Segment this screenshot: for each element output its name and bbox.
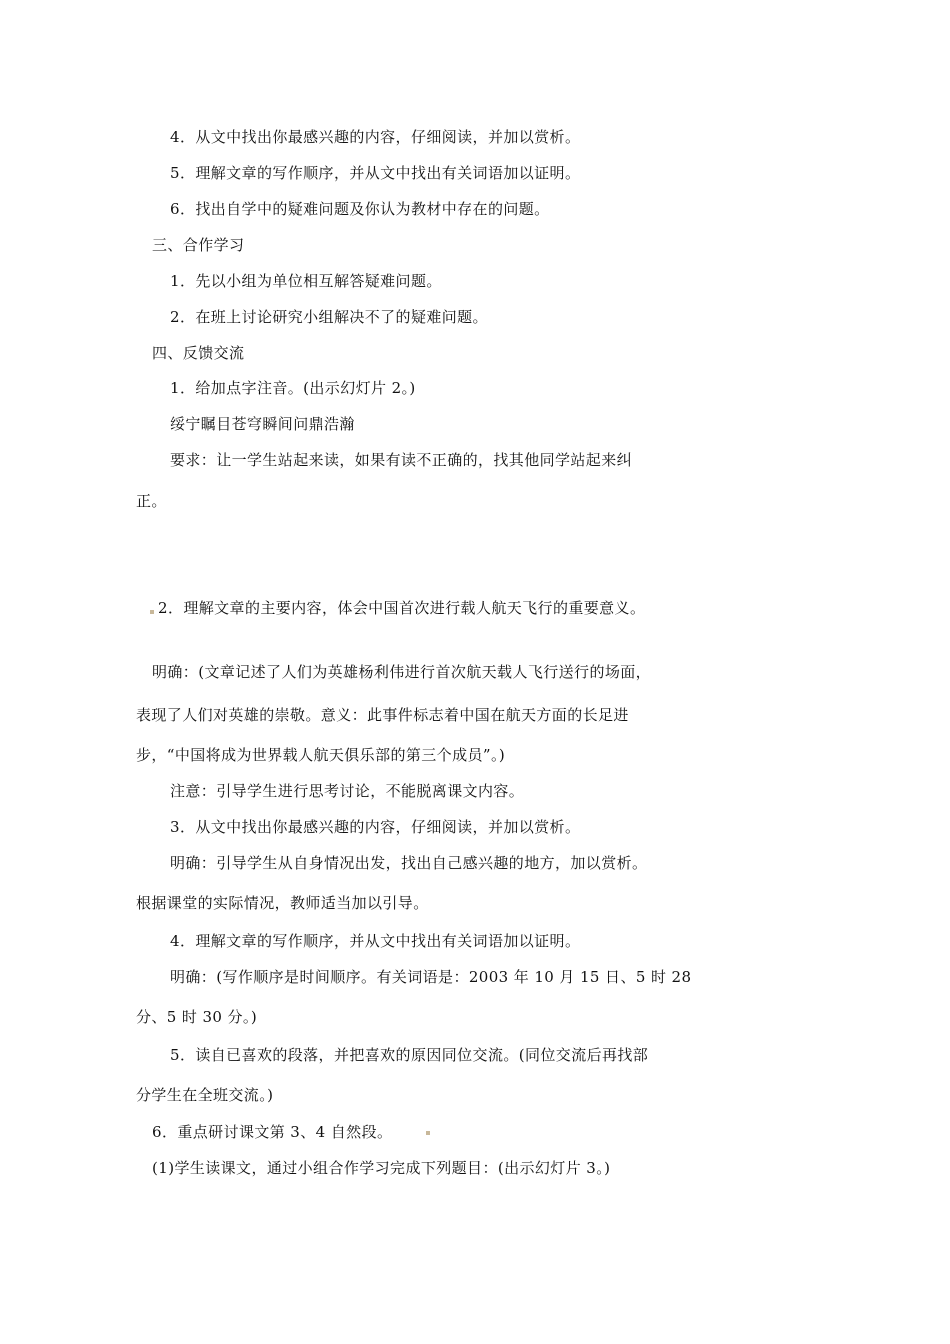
text-line: 明确：(写作顺序是时间顺序。有关词语是：2003 年 10 月 15 日、5 时 28: [170, 968, 692, 986]
text-line: 表现了人们对英雄的崇敬。意义：此事件标志着中国在航天方面的长足进: [136, 706, 629, 724]
text-line: 明确：(文章记述了人们为英雄杨利伟进行首次航天载人飞行送行的场面，: [152, 663, 652, 681]
text-line: 注意：引导学生进行思考讨论，不能脱离课文内容。: [170, 782, 525, 800]
text-line: 1．先以小组为单位相互解答疑难问题。: [170, 272, 442, 290]
section-heading: 四、反馈交流: [152, 344, 245, 362]
text-line: 6．找出自学中的疑难问题及你认为教材中存在的问题。: [170, 200, 550, 218]
text-line: 3．从文中找出你最感兴趣的内容，仔细阅读，并加以赏析。: [170, 818, 581, 836]
text-line: 5．读自已喜欢的段落，并把喜欢的原因同位交流。(同位交流后再找部: [170, 1046, 649, 1064]
text-line: 1．给加点字注音。(出示幻灯片 2。): [170, 379, 416, 397]
text-line: 步，“中国将成为世界载人航天俱乐部的第三个成员”。): [136, 746, 506, 764]
text-line: 2．在班上讨论研究小组解决不了的疑难问题。: [170, 308, 488, 326]
text-line: 5．理解文章的写作顺序，并从文中找出有关词语加以证明。: [170, 164, 581, 182]
decorative-dot: [150, 610, 154, 614]
text-line: 2．理解文章的主要内容，体会中国首次进行载人航天飞行的重要意义。: [158, 599, 646, 617]
text-line: 6．重点研讨课文第 3、4 自然段。: [152, 1123, 393, 1141]
text-line: (1)学生读课文，通过小组合作学习完成下列题目：(出示幻灯片 3。): [152, 1159, 611, 1177]
text-line: 4．理解文章的写作顺序，并从文中找出有关词语加以证明。: [170, 932, 581, 950]
text-line: 要求：让一学生站起来读，如果有读不正确的，找其他同学站起来纠: [170, 451, 633, 469]
text-line: 绥宁瞩目苍穹瞬间问鼎浩瀚: [170, 415, 355, 433]
text-line: 分学生在全班交流。): [136, 1086, 274, 1104]
text-line: 分、5 时 30 分。): [136, 1008, 258, 1026]
text-line: 明确：引导学生从自身情况出发，找出自己感兴趣的地方，加以赏析。: [170, 854, 648, 872]
text-line: 4．从文中找出你最感兴趣的内容，仔细阅读，并加以赏析。: [170, 128, 581, 146]
text-line: 正。: [136, 492, 167, 510]
text-line: 根据课堂的实际情况，教师适当加以引导。: [136, 894, 429, 912]
section-heading: 三、合作学习: [152, 236, 245, 254]
decorative-dot: [426, 1131, 430, 1135]
